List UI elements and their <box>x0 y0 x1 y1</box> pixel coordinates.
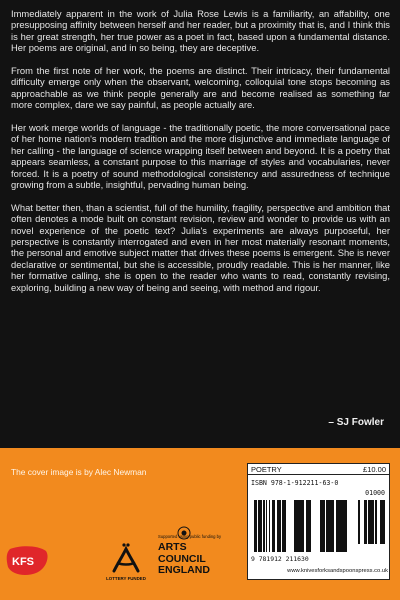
blurb-paragraph: Immediately apparent in the work of Julia Rose Lewis is a familiarity, an affability, one presupposing affinity between herself and her reader, but a proximity that is, and I think this is her great strength, her true power as a poet in fact, based upon a fundamental distance. Her poems are original, and in so being, they are deceptive. <box>11 8 390 54</box>
barcode-digits: 9 781912 211630 <box>251 555 309 563</box>
barcode-panel <box>247 463 390 580</box>
back-cover-blurb <box>11 8 390 305</box>
blurb-paragraph: From the first note of her work, the poems are distinct. Their intricacy, their fundamental difficulty emerge only when the observant, welcoming, colloquial tone stops becoming as approachable as we think people generally are and become realised as something far more complex, dare we say painful, as people actually are. <box>11 65 390 111</box>
blurb-paragraph: What better then, than a scientist, full of the humility, fragility, perspective and ambition that often denotes a mode built on constant revision, review and wonder to provide us with an novel experience of the poetic text? Julia's experiments are always purposeful, her perspective is constantly interrogated and even in her most materially resonant moments, the personal and emotive subject matter that drives these poems is emergent. She is never declarative or sentimental, but she is accessible, proudly readable. This is her manner, like her formative calling, she is open to the reader who wants to read, constantly revising, exploring, building a new way of being and seeing, with method and rigour. <box>11 201 390 293</box>
barcode-icon <box>252 500 387 555</box>
attribution: – SJ Fowler <box>328 417 384 428</box>
ace-name-line1: ARTS COUNCIL <box>158 541 206 565</box>
isbn-label: ISBN 978-1-912211-63-0 <box>251 479 339 487</box>
kfs-logo-text: KFS <box>12 556 34 568</box>
category-label: POETRY <box>251 465 282 474</box>
lottery-funded-label: LOTTERY FUNDED <box>106 576 146 581</box>
blurb-paragraph: Her work merge worlds of language - the traditionally poetic, the more conversational pace of her home nation's modern tradition and the more disjunctive and immediate language of her calling - the language of science wrapping itself between and beyond. It is a poetry that appears seamless, a constant purpose to this marriage of styles and vocabularies, never forced. It is a poetry of sound methodological consistency and assuredness of technique growing from a subtle, insightful, pervading human being. <box>11 122 390 191</box>
publisher-url: www.knivesforksandspoonspress.co.uk <box>287 568 388 574</box>
ace-supported-label: Supported using public funding by <box>158 534 222 539</box>
arts-council-logo <box>158 534 236 576</box>
kfs-logo <box>6 545 50 577</box>
ace-name-line2: ENGLAND <box>158 564 210 576</box>
barcode-header <box>248 464 389 475</box>
price-addon-code: 01000 <box>365 489 385 497</box>
cover-image-credit: The cover image is by Alec Newman <box>11 467 147 477</box>
price-label: £10.00 <box>363 465 386 474</box>
